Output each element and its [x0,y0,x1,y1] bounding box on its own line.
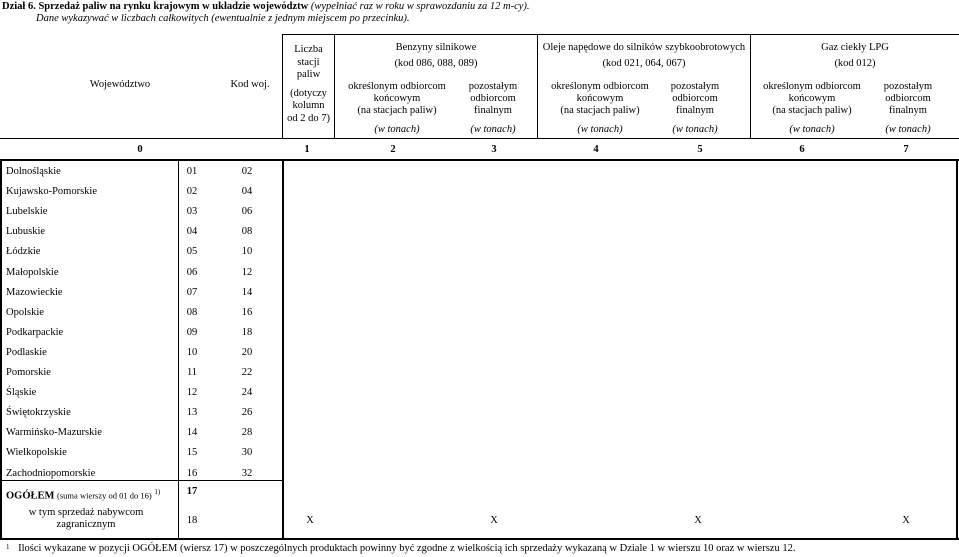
row-number: 08 [186,306,198,318]
row-number: 07 [186,286,198,298]
colnum-7: 7 [903,144,909,155]
export-x-col2: X [306,515,314,526]
group-benzyny [335,40,537,72]
table-row [0,423,959,443]
header-liczba-stacji [283,44,334,125]
sub-line: odbiorcom [470,93,516,104]
sub-line: odbiorcom [672,93,718,104]
region-code: 30 [241,447,253,459]
summary-row-number: 17 [186,486,198,497]
region-code: 32 [241,467,253,479]
region-code: 10 [241,246,253,258]
group-oleje [538,40,750,72]
region-name: Wielkopolskie [6,447,67,459]
region-name: Warmińsko-Mazurskie [6,427,102,439]
row-number: 16 [186,467,198,479]
row-number: 03 [186,206,198,218]
row-number: 12 [186,387,198,399]
colnum-5: 5 [697,144,703,155]
row-number: 05 [186,246,198,258]
region-name: Lubuskie [6,226,46,238]
region-name: Łódzkie [6,246,41,258]
table-row [0,263,959,283]
unit-label: (w tonach) [789,124,835,135]
liczba-line: (dotyczy [290,87,327,99]
sub-line: finalnym [676,105,714,116]
row-number: 11 [186,367,198,378]
row-number: 13 [186,407,198,419]
export-x-col4: X [490,515,498,526]
sub-line: pozostałym [883,81,933,92]
header-wojewodztwo: Województwo [89,79,151,90]
region-code: 04 [241,186,253,198]
sub-line: określonym odbiorcom [551,81,649,92]
liczba-line: stacji [297,56,320,68]
group-name: Oleje napędowe do silników szybkoobrotowych [542,42,746,53]
sub-line: finalnym [889,105,927,116]
summary-sup: 1) [154,488,161,496]
instruction-note: Dane wykazywać w liczbach całkowitych (ewentualnie z jednym miejscem po przecinku). [36,13,410,24]
unit-label: (w tonach) [470,124,516,135]
table-row [0,343,959,363]
header-top-border [282,34,959,35]
footnote-marker: 1 [6,543,10,551]
region-code: 02 [241,166,253,177]
row-number: 02 [186,186,198,198]
table-row [0,242,959,262]
table-row [0,323,959,343]
header-kod-woj: Kod woj. [230,79,270,90]
subheader-col3 [453,81,533,136]
section-frequency: (wypełniać raz w roku w sprawozdaniu za 12 m-cy). [310,1,530,12]
group-codes: (kod 086, 088, 089) [394,58,478,69]
footnote [6,543,795,555]
region-code: 14 [241,286,253,298]
sub-line: (na stacjach paliw) [560,105,640,116]
table-row [0,222,959,242]
region-name: Śląskie [6,387,37,399]
region-name: Opolskie [6,306,44,318]
footnote-text: Ilości wykazane w pozycji OGÓŁEM (wiersz 17) w poszczególnych produktach powinny być zgodne z wielkością ich sprzedaży wykazaną w Dziale 1 w wierszu 10 oraz w wierszu 12. [18,543,796,554]
region-name: Podlaskie [6,346,47,358]
unit-label: (w tonach) [672,124,718,135]
section-heading: Sprzedaż paliw na rynku krajowym w układzie województw [38,1,309,12]
colnum-0: 0 [137,144,143,155]
section-number: Dział 6. [2,1,36,12]
region-code: 06 [241,206,253,218]
region-name: Mazowieckie [6,286,63,298]
summary-small: (suma wierszy od 01 do 16) [57,490,152,501]
sub-line: pozostałym [670,81,720,92]
export-x-col7: X [902,515,910,526]
region-code: 18 [241,326,253,338]
region-code: 24 [241,387,253,399]
subheader-col5 [655,81,735,136]
region-code: 12 [241,266,253,278]
table-row [0,443,959,463]
sub-line: końcowym [576,93,624,104]
unit-label: (w tonach) [885,124,931,135]
sub-line: końcowym [788,93,836,104]
header-bottom-border [0,138,959,139]
group-codes: (kod 021, 064, 067) [602,58,686,69]
region-name: Zachodniopomorskie [6,467,96,479]
region-code: 16 [241,306,253,318]
export-row [0,505,959,537]
summary-label [6,486,160,503]
export-label-line: w tym sprzedaż nabywcom [28,507,144,518]
sub-line: (na stacjach paliw) [772,105,852,116]
subheader-col2 [337,81,457,136]
colnum-1: 1 [304,144,310,155]
row-number: 09 [186,326,198,338]
table-row [0,162,959,182]
group-codes: (kod 012) [834,58,876,69]
colnum-6: 6 [799,144,805,155]
subheader-col4 [540,81,660,136]
region-name: Kujawsko-Pomorskie [6,186,97,198]
table-row [0,202,959,222]
sub-line: określonym odbiorcom [348,81,446,92]
liczba-line: Liczba [294,44,323,55]
summary-row [0,483,959,503]
region-name: Podkarpackie [6,326,64,338]
export-label-line: zagranicznym [56,519,116,530]
sub-line: pozostałym [468,81,518,92]
liczba-line: kolumn [292,100,325,111]
region-name: Małopolskie [6,266,59,278]
export-x-col6: X [694,515,702,526]
export-row-number: 18 [186,515,198,526]
sub-line: (na stacjach paliw) [357,105,437,116]
table-row [0,283,959,303]
region-code: 26 [241,407,253,419]
sub-line: finalnym [474,105,512,116]
unit-label: (w tonach) [374,124,420,135]
row-number: 04 [186,226,198,238]
export-label [6,507,166,531]
table-row [0,383,959,403]
table-row [0,363,959,383]
table-row [0,403,959,423]
subheader-col7 [868,81,948,136]
table-row [0,464,959,484]
group-lpg [751,40,959,72]
summary-bold: OGÓŁEM [6,490,55,502]
grid-bottom-border [0,538,959,540]
region-name: Pomorskie [6,367,51,378]
sub-line: określonym odbiorcom [763,81,861,92]
row-number: 15 [186,447,198,459]
sub-line: końcowym [373,93,421,104]
subheader-col6 [752,81,872,136]
row-number: 01 [186,166,198,177]
region-code: 20 [241,346,253,358]
region-code: 08 [241,226,253,238]
section-title [2,1,530,13]
row-number: 06 [186,266,198,278]
region-name: Lubelskie [6,206,48,218]
colnum-2: 2 [390,144,396,155]
colnum-3: 3 [491,144,497,155]
group-name: Gaz ciekły LPG [821,42,889,53]
row-number: 10 [186,346,198,358]
colnum-4: 4 [593,144,599,155]
group-name: Benzyny silnikowe [395,42,477,53]
liczba-line: od 2 do 7) [287,112,330,124]
region-code: 28 [241,427,253,439]
table-row [0,303,959,323]
sub-line: odbiorcom [885,93,931,104]
region-code: 22 [241,367,253,378]
unit-label: (w tonach) [577,124,623,135]
grid-top-border [0,159,959,161]
region-name: Dolnośląskie [6,166,61,177]
region-name: Świętokrzyskie [6,407,71,419]
table-row [0,182,959,202]
row-number: 14 [186,427,198,439]
liczba-line: paliw [296,69,321,80]
